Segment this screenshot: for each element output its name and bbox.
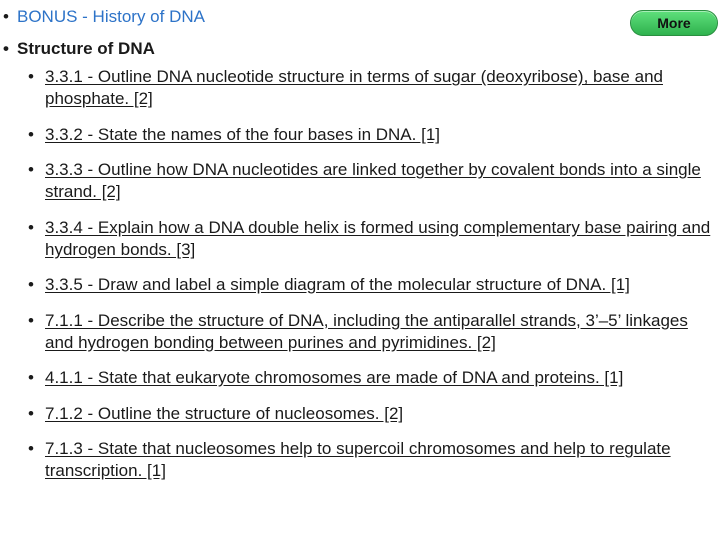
bullet: • bbox=[28, 124, 34, 144]
bullet: • bbox=[3, 39, 9, 58]
list-item bbox=[28, 367, 718, 389]
list-item bbox=[28, 403, 718, 425]
objective-link[interactable]: 3.3.3 - Outline how DNA nucleotides are linked together by covalent bonds into a single strand. [2] bbox=[45, 160, 701, 201]
bonus-link-row bbox=[3, 6, 205, 28]
objectives-list bbox=[28, 66, 718, 496]
list-item bbox=[28, 274, 718, 296]
section-heading bbox=[3, 38, 155, 60]
bullet: • bbox=[28, 403, 34, 423]
bonus-history-link[interactable]: BONUS - History of DNA bbox=[17, 7, 205, 26]
bullet: • bbox=[28, 160, 34, 179]
objective-link[interactable]: 3.3.1 - Outline DNA nucleotide structure in terms of sugar (deoxyribose), base and phosphate. [2] bbox=[45, 67, 663, 108]
bullet: • bbox=[28, 67, 34, 86]
list-item bbox=[28, 66, 718, 110]
list-item bbox=[28, 217, 718, 261]
objective-link[interactable]: 3.3.5 - Draw and label a simple diagram of the molecular structure of DNA. [1] bbox=[45, 275, 630, 294]
objective-link[interactable]: 4.1.1 - State that eukaryote chromosomes are made of DNA and proteins. [1] bbox=[45, 368, 624, 387]
section-title: Structure of DNA bbox=[17, 39, 155, 58]
bullet: • bbox=[28, 368, 34, 387]
objective-link[interactable]: 3.3.4 - Explain how a DNA double helix is formed using complementary base pairing and hydrogen bonds. [3] bbox=[45, 217, 711, 259]
list-item bbox=[28, 438, 718, 482]
bullet: • bbox=[28, 217, 34, 237]
bullet: • bbox=[28, 275, 34, 294]
bullet: • bbox=[28, 439, 34, 458]
list-item bbox=[28, 159, 718, 203]
list-item bbox=[28, 310, 718, 354]
objective-link[interactable]: 7.1.1 - Describe the structure of DNA, including the antiparallel strands, 3’–5’ linkages and hydrogen bonding between purines and pyrimidines. [2] bbox=[45, 310, 688, 352]
list-item bbox=[28, 124, 718, 146]
bullet: • bbox=[3, 7, 9, 26]
more-button[interactable]: More bbox=[630, 10, 718, 36]
objective-link[interactable]: 7.1.3 - State that nucleosomes help to supercoil chromosomes and help to regulate transcription. [1] bbox=[45, 439, 671, 480]
bullet: • bbox=[28, 310, 34, 330]
objective-link[interactable]: 3.3.2 - State the names of the four bases in DNA. [1] bbox=[45, 124, 440, 144]
objective-link[interactable]: 7.1.2 - Outline the structure of nucleosomes. [2] bbox=[45, 403, 404, 423]
